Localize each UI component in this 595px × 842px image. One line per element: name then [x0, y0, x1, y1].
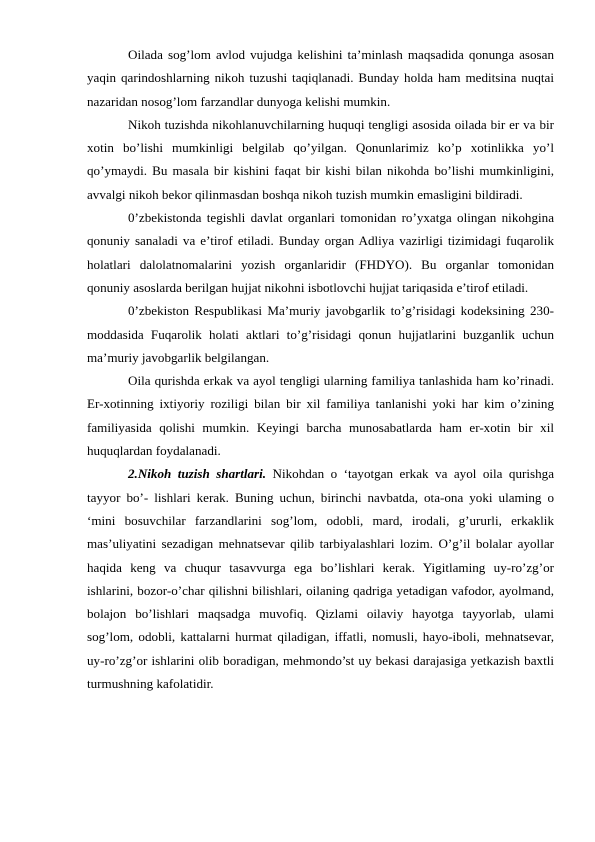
- paragraph-administrative-liability: 0’zbekiston Respublikasi Ma’muriy javobgarlik to’g’risidagi kodeksining 230-moddasida Fuqarolik holati aktlari to’g’risidagi qonun hujjatlarini buzganlik uchun ma’muriy javobgarlik belgilangan.: [87, 303, 554, 365]
- paragraph-registration: 0’zbekistonda tegishli davlat organlari tomonidan ro’yxatga olingan nikohgina qonuniy sanaladi va e’tirof etiladi. Bunday organ Adliya vazirligi tizimidagi fuqarolik holatlari dalolatnomalarini yozish organlaridir (FHDYO). Bu organlar tomonidan qonuniy asoslarda berilgan hujjat nikohni isbotlovchi hujjat tariqasida e’tirof etiladi.: [87, 210, 554, 295]
- paragraph-marriage-conditions: [87, 462, 554, 695]
- paragraph-marriage-conditions-text: Nikohdan o ‘tayotgan erkak va ayol oila qurishga tayyor bo’- lishlari kerak. Buning uchun, birinchi navbatda, ota-ona yoki ulaming o ‘mini bosuvchilar farzandlarini sog’lom, odobli, mard, irodali, g’ururli, erkaklik mas’uliyatini sezadigan mehnatsevar qilib tarbiyalashlari lozim. O’g’il bolalar ayollar haqida keng va chuqur tasavvurga ega bo’lishlari kerak. Yigitlaming uy-ro’zg’or ishlarini, bozor-o’char qilishni bilishlari, oilaning qadriga yetadigan vafodor, ayolmand, bolajon bo’lishlari maqsadga muvofiq. Qizlami oilaviy hayotga tayyorlab, ulami sog’lom, odobli, kattalarni hurmat qiladigan, iffatli, nomusli, hayo-iboli, mehnatsevar, uy-ro’zg’or ishlarini olib boradigan, mehmondo’st uy bekasi darajasiga yetkazish baxtli turmushning kafolatidir.: [87, 466, 555, 692]
- paragraph-monogamy: Nikoh tuzishda nikohlanuvchilarning huquqi tengligi asosida oilada bir er va bir xotin bo’lishi mumkinligi belgilab qo’yilgan. Qonunlarimiz ko’p xotinlikka yo’l qo’ymaydi. Bu masala bir kishini faqat bir kishi bilan nikohda bo’lishi mumkinligini, avvalgi nikoh bekor qilinmasdan boshqa nikoh tuzish mumkin emasligini bildiradi.: [87, 116, 554, 202]
- section-heading: 2.Nikoh tuzish shartlari.: [128, 466, 267, 482]
- document-page: [87, 43, 554, 695]
- paragraph-consanguinity: Oilada sog’lom avlod vujudga kelishini ta’minlash maqsadida qonunga asosan yaqin qarindoshlarning nikoh tuzushi taqiqlanadi. Bunday holda ham meditsina nuqtai nazaridan nosog’lom farzandlar dunyoga kelishi mumkin.: [87, 47, 554, 109]
- paragraph-surname-choice: Oila qurishda erkak va ayol tengligi ularning familiya tanlashida ham ko’rinadi. Er-xotinning ixtiyoriy roziligi bilan bir xil familiya tanlanishi yoki har kim o’zining familiyasida qolishi mumkin. Keyingi barcha munosabatlarda ham er-xotin bir xil huquqlardan foydalanadi.: [87, 373, 554, 459]
